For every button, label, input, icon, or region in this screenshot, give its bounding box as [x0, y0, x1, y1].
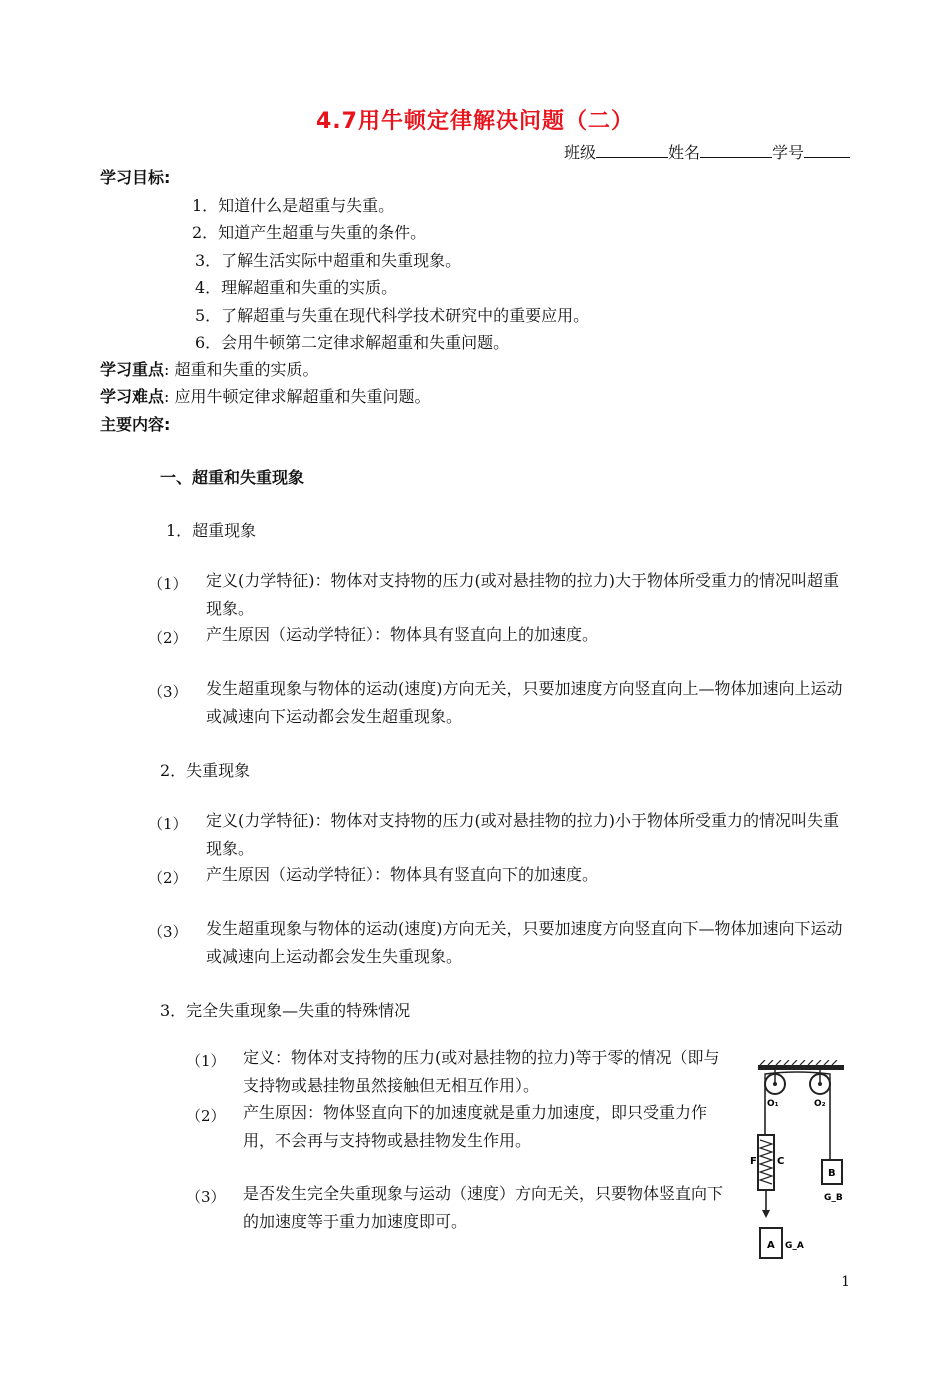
ceiling — [758, 1065, 844, 1070]
focus-line: 学习重点: 超重和失重的实质。 — [100, 360, 319, 379]
item-text: 定义：物体对支持物的压力(或对悬挂物的拉力)等于零的情况（即与支持物或悬挂物虽然接触但无相互作用）。 — [243, 1048, 720, 1095]
label-gb: G_B — [824, 1193, 843, 1203]
label-o2: O₂ — [814, 1099, 826, 1109]
objective-item: 5．了解超重与失重在现代科学技术研究中的重要应用。 — [195, 306, 590, 325]
force-arrow — [762, 1210, 770, 1218]
item-number: （3） — [148, 923, 188, 941]
item-number: （1） — [148, 575, 188, 593]
page-number: 1 — [841, 1274, 850, 1290]
main-content-heading: 主要内容: — [100, 415, 171, 434]
pulley-diagram — [750, 1060, 850, 1270]
label-ga: G_A — [785, 1241, 804, 1251]
objective-item: 4．理解超重和失重的实质。 — [195, 278, 398, 297]
objective-item: 3．了解生活实际中超重和失重现象。 — [195, 251, 462, 270]
item-text: 是否发生完全失重现象与运动（速度）方向无关，只要物体竖直向下的加速度等于重力加速度即可。 — [243, 1184, 724, 1231]
focus-text: 超重和失重的实质。 — [174, 360, 319, 379]
objective-item: 6．会用牛顿第二定律求解超重和失重问题。 — [195, 333, 510, 352]
objectives-heading: 学习目标: — [100, 168, 171, 187]
subsection-title: 3．完全失重现象—失重的特殊情况 — [160, 1001, 411, 1020]
item-text: 定义(力学特征)：物体对支持物的压力(或对悬挂物的拉力)小于物体所受重力的情况叫失重现象。 — [206, 811, 839, 858]
item-number: （2） — [148, 869, 188, 887]
item-text: 产生原因（运动学特征）：物体具有竖直向上的加速度。 — [206, 625, 599, 644]
item-text: 定义(力学特征)：物体对支持物的压力(或对悬挂物的拉力)大于物体所受重力的情况叫超重现象。 — [206, 571, 839, 618]
focus-label: 学习重点 — [100, 360, 165, 379]
ceiling-hatch — [760, 1060, 837, 1065]
difficulty-line: 学习难点: 应用牛顿定律求解超重和失重问题。 — [100, 387, 431, 406]
item-number: （3） — [186, 1188, 226, 1206]
item-text: 发生超重现象与物体的运动(速度)方向无关，只要加速度方向竖直向下—物体加速向下运动或减速向上运动都会发生失重现象。 — [206, 919, 843, 966]
name-blank[interactable] — [700, 143, 772, 158]
label-o1: O₁ — [767, 1099, 779, 1109]
label-a: A — [767, 1240, 775, 1251]
page-title: 4.7用牛顿定律解决问题（二） — [316, 109, 634, 134]
label-f: F — [750, 1156, 757, 1167]
item-text: 发生超重现象与物体的运动(速度)方向无关，只要加速度方向竖直向上—物体加速向上运动或减速向下运动都会发生超重现象。 — [206, 679, 843, 726]
item-number: （2） — [148, 629, 188, 647]
subsection-title: 2．失重现象 — [160, 761, 251, 780]
objective-item: 1．知道什么是超重与失重。 — [192, 196, 395, 215]
item-text: 产生原因：物体竖直向下的加速度就是重力加速度，即只受重力作用，不会再与支持物或悬挂物发生作用。 — [243, 1103, 708, 1150]
item-number: （2） — [186, 1107, 226, 1125]
id-blank[interactable] — [804, 143, 850, 158]
class-blank[interactable] — [596, 143, 668, 158]
label-b: B — [828, 1168, 836, 1179]
item-number: （3） — [148, 683, 188, 701]
item-number: （1） — [148, 815, 188, 833]
name-label: 姓名 — [667, 143, 700, 162]
objective-item: 2．知道产生超重与失重的条件。 — [192, 223, 427, 242]
student-info — [564, 140, 850, 163]
subsection-title: 1．超重现象 — [166, 521, 257, 540]
section-heading: 一、超重和失重现象 — [160, 468, 305, 487]
item-number: （1） — [186, 1052, 226, 1070]
class-label: 班级 — [563, 143, 596, 162]
difficulty-text: 应用牛顿定律求解超重和失重问题。 — [174, 387, 431, 406]
id-label: 学号 — [771, 143, 804, 162]
item-text: 产生原因（运动学特征）：物体具有竖直向下的加速度。 — [206, 865, 599, 884]
label-c: C — [777, 1156, 785, 1167]
difficulty-label: 学习难点 — [100, 387, 165, 406]
